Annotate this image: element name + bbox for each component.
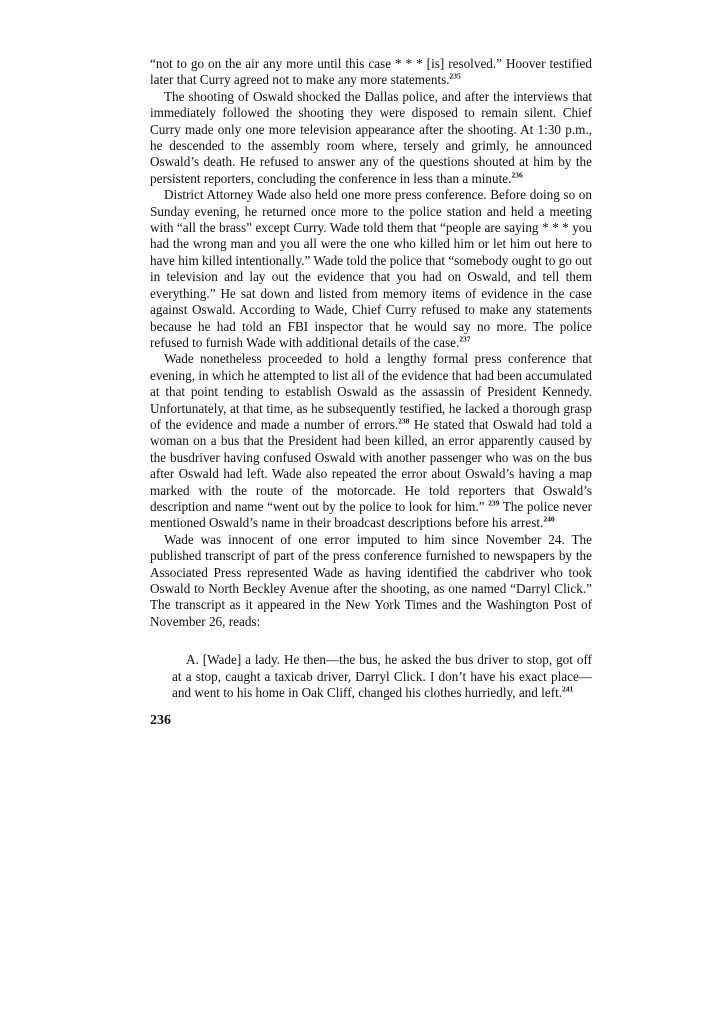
footnote-marker: 238 bbox=[398, 416, 410, 426]
footnote-marker: 237 bbox=[459, 334, 471, 344]
text-run: Wade nonetheless proceeded to hold a lengthy formal press conference that evening, in which he attempted to list all of the evidence that had been accumulated at that point tending to establish Oswald as the assassin of President Kennedy. Unfortunately, at that time, as he subsequently testified, he lacked a thorough grasp of the evidence and made a number of errors. bbox=[150, 351, 592, 432]
text-run: The police never mentioned Oswald’s name in their broadcast descriptions before his arrest. bbox=[150, 498, 592, 531]
footnote-marker: 240 bbox=[543, 514, 555, 524]
footnote-marker: 235 bbox=[449, 72, 461, 82]
text-run: The shooting of Oswald shocked the Dallas police, and after the interviews that immediately followed the shooting they were disposed to remain silent. Chief Curry made only one more television appearance after the shooting. At 1:30 p.m., he descended to the assembly room where, tersely and grimly, he announced Oswald’s death. He refused to answer any of the questions shouted at him by the persistent reporters, concluding the conference in less than a minute. bbox=[150, 88, 592, 186]
text-run: “not to go on the air any more until this case * * * [is] resolved.” Hoover testified later that Curry agreed not to make any more statements. bbox=[150, 56, 592, 88]
document-page bbox=[150, 56, 592, 730]
paragraph bbox=[150, 532, 592, 630]
text-run: A. [Wade] a lady. He then—the bus, he asked the bus driver to stop, got off at a stop, caught a taxicab driver, Darryl Click. I don’t have his exact place—and went to his home in Oak Cliff, changed his clothes hurriedly, and left. bbox=[172, 652, 592, 701]
body-text bbox=[150, 56, 592, 630]
footnote-marker: 236 bbox=[511, 170, 523, 180]
text-run: He stated that Oswald had told a woman on a bus that the President had been killed, an error apparently caused by the busdriver having confused Oswald with another passenger who was on the bus after Oswald had left. Wade also repeated the error about Oswald’s having a map marked with the route of the motorcade. He told reporters that Oswald’s description and name “went out by the police to look for him.” bbox=[150, 416, 592, 514]
block-quote bbox=[172, 652, 592, 701]
footnote-marker: 241 bbox=[562, 684, 574, 694]
text-run: District Attorney Wade also held one more press conference. Before doing so on Sunday evening, he returned once more to the police station and held a meeting with “all the brass” except Curry. Wade told them that “people are saying * * * you had the wrong man and you all were the one who killed him or let him out here to have him killed intentionally.” Wade told the police that “somebody ought to go out in television and lay out the evidence that you had on Oswald, and tell them everything.” He sat down and listed from memory items of evidence in the case against Oswald. According to Wade, Chief Curry refused to make any statements because he had told an FBI inspector that he would say no more. The police refused to furnish Wade with additional details of the case. bbox=[150, 187, 592, 350]
text-run: Wade was innocent of one error imputed to him since November 24. The published transcript of part of the press conference furnished to newspapers by the Associated Press represented Wade as having identified the cabdriver who took Oswald to North Beckley Avenue after the shooting, as one named “Darryl Click.” The transcript as it appeared in the New York Times and the Washington Post of November 26, reads: bbox=[150, 531, 592, 629]
paragraph bbox=[150, 89, 592, 187]
page-number: 236 bbox=[150, 713, 171, 729]
paragraph bbox=[150, 351, 592, 531]
paragraph bbox=[150, 187, 592, 351]
footnote-marker: 239 bbox=[488, 498, 500, 508]
paragraph bbox=[150, 56, 592, 89]
